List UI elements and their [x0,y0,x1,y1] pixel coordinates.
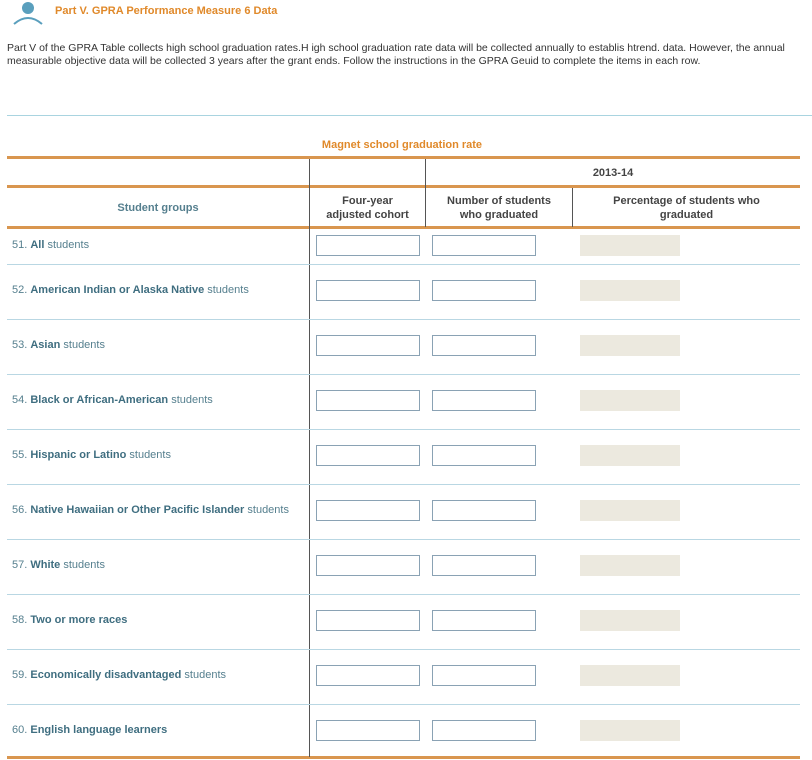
intro-line: Part V of the GPRA Table collects high school graduation rates.H igh school graduation rate data will be collected annually to establis htrend. data. However, the annual [7,42,785,54]
row-divider [7,649,800,650]
row-divider [7,319,800,320]
table-rule [7,226,800,229]
intro-line: measurable objective data will be collected 3 years after the grant ends. Follow the instructions in the GPRA Geuid to complete the items in each row. [7,55,701,67]
table-rule [7,156,800,159]
table-rule [7,185,800,188]
row-label: 57. White students [12,559,105,571]
row-label: 56. Native Hawaiian or Other Pacific Islander students [12,504,289,516]
percent-readonly-field [580,445,680,466]
cohort-input[interactable] [316,335,420,356]
percent-readonly-field [580,665,680,686]
cohort-input[interactable] [316,280,420,301]
graduated-header: Number of students who graduated [447,195,551,221]
row-divider [7,264,800,265]
row-divider [7,374,800,375]
cohort-input[interactable] [316,390,420,411]
graduated-input[interactable] [432,720,536,741]
graduated-input[interactable] [432,390,536,411]
graduated-input[interactable] [432,665,536,686]
row-divider [7,429,800,430]
graduated-input[interactable] [432,280,536,301]
cohort-input[interactable] [316,610,420,631]
row-label: 51. All students [12,239,90,251]
column-divider [309,159,310,757]
graduated-input[interactable] [432,500,536,521]
percent-readonly-field [580,235,680,256]
row-label: 54. Black or African-American students [12,394,213,406]
graduated-input[interactable] [432,335,536,356]
row-divider [7,539,800,540]
percent-readonly-field [580,335,680,356]
row-divider [7,704,800,705]
percent-readonly-field [580,280,680,301]
page-title: Part V. GPRA Performance Measure 6 Data [55,5,278,17]
table-caption: Magnet school graduation rate [321,139,483,151]
cohort-header: Four-year adjusted cohort [326,195,409,221]
percent-readonly-field [580,610,680,631]
cohort-input[interactable] [316,665,420,686]
row-divider [7,594,800,595]
row-label: 52. American Indian or Alaska Native students [12,284,249,296]
percent-readonly-field [580,720,680,741]
graduated-input[interactable] [432,610,536,631]
row-label: 59. Economically disadvantaged students [12,669,227,681]
row-label: 60. English language learners [12,724,168,736]
cohort-input[interactable] [316,445,420,466]
percent-readonly-field [580,555,680,576]
cohort-input[interactable] [316,555,420,576]
cohort-input[interactable] [316,500,420,521]
table-rule [7,756,800,759]
person-logo-icon [10,0,46,26]
graduated-input[interactable] [432,445,536,466]
row-label: 53. Asian students [12,339,105,351]
year-header: 2013-14 [592,167,634,179]
percent-readonly-field [580,390,680,411]
divider [7,115,812,116]
percent-readonly-field [580,500,680,521]
graduated-input[interactable] [432,235,536,256]
cohort-input[interactable] [316,235,420,256]
student-groups-header: Student groups [117,202,199,214]
percent-header: Percentage of students who graduated [613,195,760,221]
row-label: 55. Hispanic or Latino students [12,449,171,461]
row-label: 58. Two or more races [12,614,128,626]
graduated-input[interactable] [432,555,536,576]
intro-text [7,42,812,68]
row-divider [7,484,800,485]
cohort-input[interactable] [316,720,420,741]
